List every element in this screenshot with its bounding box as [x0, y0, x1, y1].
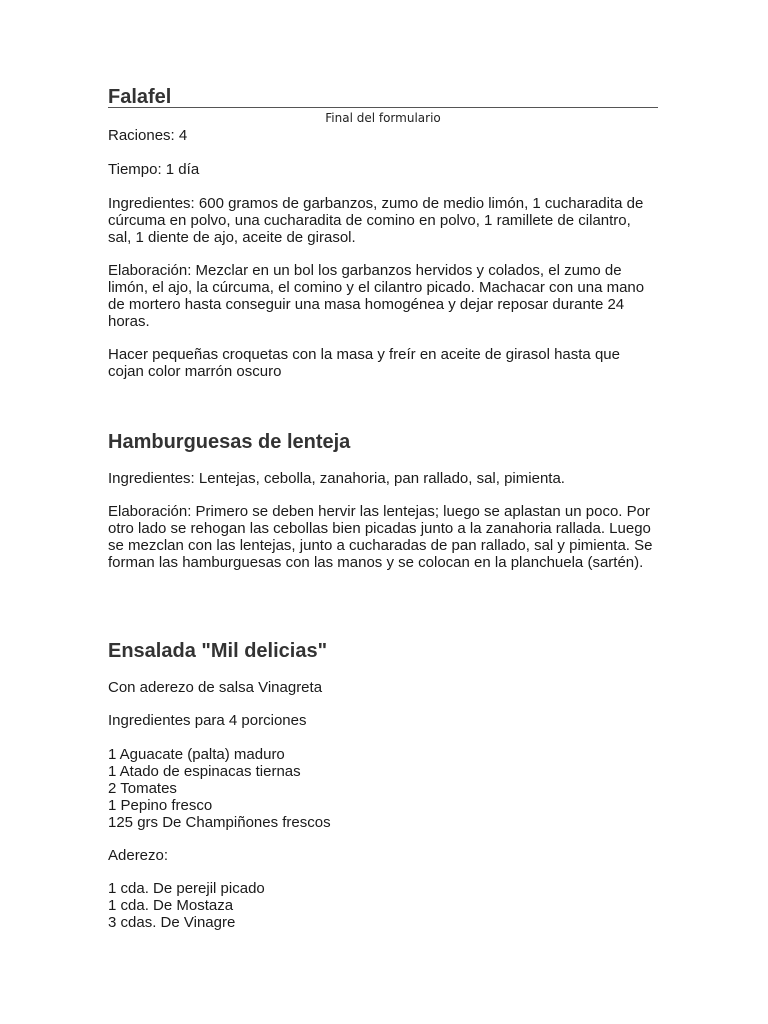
ensalada-aderezo-label — [108, 847, 660, 864]
form-end-label: Final del formulario — [325, 111, 441, 125]
hamburguesas-title: Hamburguesas de lenteja — [108, 431, 351, 453]
porciones-text: Ingredientes para 4 porciones — [108, 712, 307, 729]
ensalada-aderezo-intro — [108, 679, 660, 696]
elaboracion-text: Elaboración: Mezclar en un bol los garbanzos hervidos y colados, el zumo de limón, el ajo, la cúrcuma, el comino y el cilantro picado. Machacar con una mano de mortero hasta conseguir una masa homogénea y dejar reposar durante 24 horas. — [108, 262, 645, 330]
aderezo-item: 1 cda. De perejil picado — [108, 880, 265, 897]
hamburguesas-ingredientes — [108, 470, 660, 487]
raciones-text: Raciones: 4 — [108, 127, 188, 144]
falafel-croquetas — [108, 346, 648, 380]
aderezo-intro-text: Con aderezo de salsa Vinagreta — [108, 679, 323, 696]
aderezo-label-text: Aderezo: — [108, 847, 169, 864]
ensalada-ingredientes-list — [108, 746, 660, 831]
ingrediente-item: 1 Atado de espinacas tiernas — [108, 763, 301, 780]
ensalada-section — [108, 639, 660, 663]
aderezo-item: 1 cda. De Mostaza — [108, 897, 234, 914]
falafel-raciones — [108, 127, 660, 144]
falafel-title-text: Falafel — [108, 86, 172, 108]
ensalada-porciones — [108, 712, 660, 729]
ingrediente-item: 1 Aguacate (palta) maduro — [108, 746, 285, 763]
hamburguesas-elaboracion-text: Elaboración: Primero se deben hervir las lentejas; luego se aplastan un poco. Por otro lado se rehogan las cebollas bien picadas junto a la zanahoria rallada. Luego se mezclan con las lentejas, junto a cucharadas de pan rallado, sal y pimienta. Se forman las hamburguesas con las manos y se colocan en la planchuela (sartén). — [108, 503, 653, 571]
ingrediente-item: 1 Pepino fresco — [108, 797, 213, 814]
aderezo-item: 3 cdas. De Vinagre — [108, 914, 236, 931]
hamburguesas-elaboracion — [108, 503, 653, 571]
ingredientes-text: Ingredientes: 600 gramos de garbanzos, zumo de medio limón, 1 cucharadita de cúrcuma en polvo, una cucharadita de comino en polvo, 1 ramillete de cilantro, sal, 1 diente de ajo, aceite de girasol. — [108, 195, 644, 246]
falafel-elaboracion — [108, 262, 648, 330]
form-divider — [108, 107, 658, 108]
tiempo-text: Tiempo: 1 día — [108, 161, 200, 178]
croquetas-text: Hacer pequeñas croquetas con la masa y freír en aceite de girasol hasta que cojan color marrón oscuro — [108, 346, 620, 380]
ensalada-title: Ensalada "Mil delicias" — [108, 640, 328, 662]
falafel-ingredientes — [108, 195, 648, 246]
ingrediente-item: 2 Tomates — [108, 780, 177, 797]
hamburguesas-ingredientes-text: Ingredientes: Lentejas, cebolla, zanahoria, pan rallado, sal, pimienta. — [108, 470, 565, 487]
hamburguesas-section — [108, 430, 660, 454]
ingrediente-item: 125 grs De Champiñones frescos — [108, 814, 331, 831]
ensalada-aderezo-list — [108, 880, 660, 931]
falafel-tiempo — [108, 161, 660, 178]
falafel-title — [108, 85, 660, 109]
